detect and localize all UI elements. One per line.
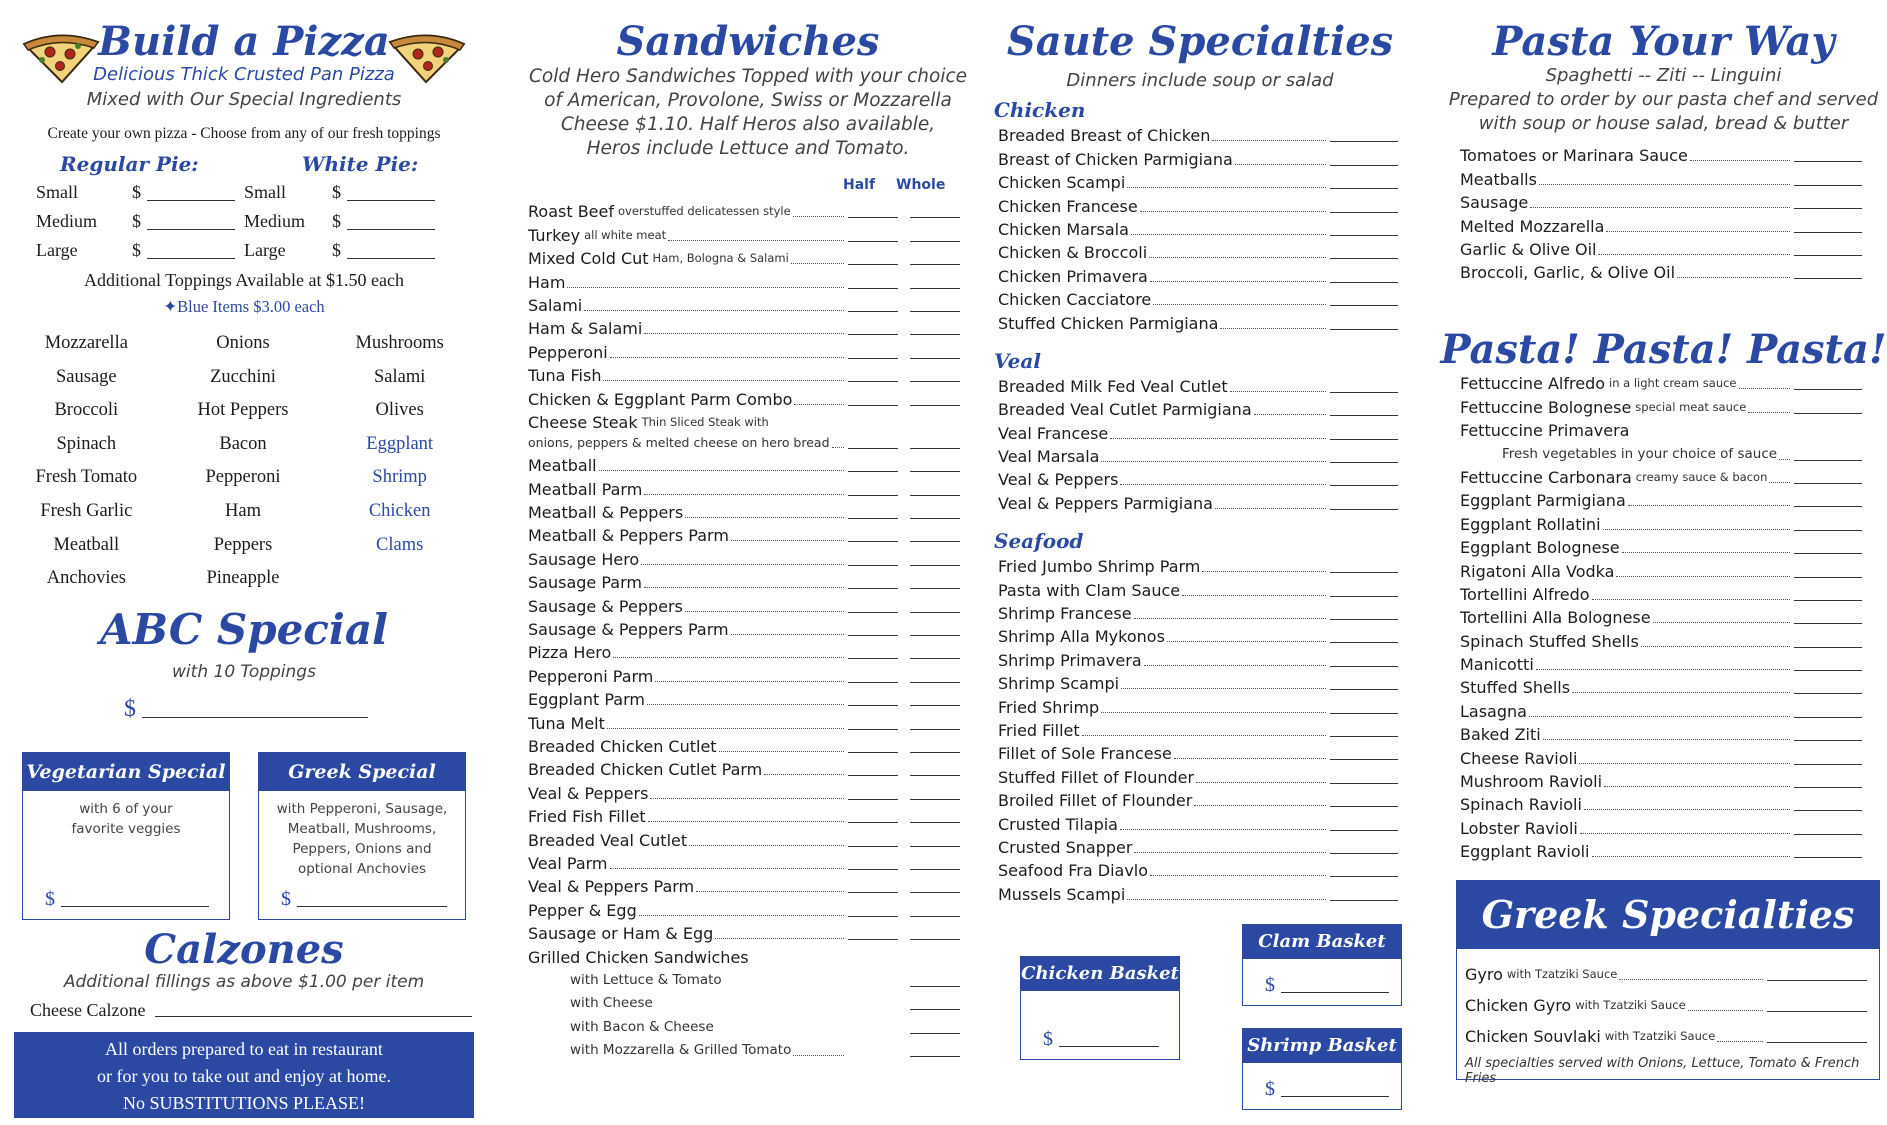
- menu-row: Meatball Parm: [528, 475, 960, 498]
- topping: Clams: [376, 534, 424, 555]
- whole-header: Whole: [896, 177, 946, 193]
- vegetarian-special-title: Vegetarian Special: [23, 753, 229, 791]
- greek-specialties-header: [1457, 881, 1879, 949]
- menu-row: Spinach Stuffed Shells: [1460, 627, 1862, 650]
- topping: Hot Peppers: [197, 400, 289, 421]
- menu-row: with Bacon & Cheese: [528, 1013, 960, 1036]
- menu-row: Chicken & Broccoli: [998, 239, 1398, 262]
- vegetarian-special-desc: with 6 of your favorite veggies: [71, 801, 181, 837]
- greek-special-desc: with Pepperoni, Sausage, Meatball, Mushrooms, Peppers, Onions and optional Anchovies: [276, 801, 448, 877]
- menu-row: Sausage or Ham & Egg: [528, 920, 960, 943]
- topping: Eggplant: [366, 433, 434, 454]
- sandwiches-sub: Cold Hero Sandwiches Topped with your choice of American, Provolone, Swiss or Mozzarella Cheese $1.10. Half Heros also available, Heros include Lettuce and Tomato.: [528, 66, 968, 159]
- menu-row: Pepperoni: [528, 338, 960, 361]
- menu-row: Fettuccine Alfredo in a light cream sauce: [1460, 370, 1862, 393]
- menu-row: Chicken & Eggplant Parm Combo: [528, 385, 960, 408]
- menu-row: Tomatoes or Marinara Sauce: [1460, 142, 1862, 165]
- pasta-column: [1440, 0, 1887, 1125]
- menu-row: Veal & Peppers: [998, 466, 1398, 489]
- topping: Salami: [373, 366, 426, 387]
- pasta-your-way-title: Pasta Your Way: [1492, 18, 1835, 65]
- menu-row: Eggplant Rollatini: [1460, 510, 1862, 533]
- sandwiches-title: Sandwiches: [616, 18, 880, 65]
- menu-row: Grilled Chicken Sandwiches: [528, 947, 749, 967]
- saute-sub: Dinners include soup or salad: [1066, 70, 1334, 91]
- menu-row: Eggplant Parmigiana: [1460, 487, 1862, 510]
- greek-specialties-box: [1456, 880, 1880, 1086]
- create-text: Create your own pizza - Choose from any of our fresh toppings: [47, 125, 441, 142]
- menu-row: Broccoli, Garlic, & Olive Oil: [1460, 259, 1862, 282]
- menu-row: Breast of Chicken Parmigiana: [998, 145, 1398, 168]
- menu-row: Breaded Breast of Chicken: [998, 122, 1398, 145]
- topping: Ham: [225, 500, 261, 521]
- menu-row: Shrimp Alla Mykonos: [998, 623, 1398, 646]
- topping: Pineapple: [206, 568, 280, 589]
- topping: Bacon: [219, 433, 267, 454]
- menu-row: Chicken Souvlaki with Tzatziki Sauce: [1465, 1015, 1867, 1046]
- regular-medium-price: Medium $: [36, 211, 235, 232]
- menu-row: Roast Beef overstuffed delicatessen style: [528, 198, 960, 221]
- menu-row: Mixed Cold Cut Ham, Bologna & Salami: [528, 245, 960, 268]
- topping: Onions: [216, 333, 270, 353]
- menu-row: Fettuccine Bolognese special meat sauce: [1460, 393, 1862, 416]
- greek-specialties-footer: All specialties served with Onions, Lettuce, Tomato & French Fries: [1465, 1056, 1860, 1086]
- veal-category: Veal: [994, 348, 1041, 373]
- topping: Mozzarella: [44, 333, 128, 353]
- menu-row: Lasagna: [1460, 697, 1862, 720]
- pasta-list: [1460, 370, 1862, 861]
- menu-row: Pasta with Clam Sauce: [998, 576, 1398, 599]
- menu-row: Tuna Melt: [528, 709, 960, 732]
- toppings-grid: [8, 327, 478, 596]
- menu-row: Breaded Chicken Cutlet Parm: [528, 756, 960, 779]
- menu-row: Shrimp Scampi: [998, 670, 1398, 693]
- menu-row: Breaded Veal Cutlet Parmigiana: [998, 396, 1398, 419]
- abc-special-title: ABC Special: [99, 605, 389, 654]
- menu-row: Chicken Francese: [998, 192, 1398, 215]
- menu-row: Breaded Milk Fed Veal Cutlet: [998, 373, 1398, 396]
- menu-row: Pepperoni Parm: [528, 662, 960, 685]
- menu-row: Stuffed Chicken Parmigiana: [998, 309, 1398, 332]
- menu-row: Eggplant Parm: [528, 686, 960, 709]
- build-pizza-title: Build a Pizza: [98, 18, 390, 65]
- menu-row: Mussels Scampi: [998, 880, 1398, 903]
- build-pizza-column: [0, 0, 488, 1125]
- menu-row: Meatball & Peppers Parm: [528, 522, 960, 545]
- menu-row: Shrimp Francese: [998, 600, 1398, 623]
- topping: Sausage: [56, 366, 117, 387]
- menu-row: Salami: [528, 292, 960, 315]
- white-medium-price: Medium $: [244, 211, 435, 232]
- calzones-sub: Additional fillings as above $1.00 per item: [63, 972, 425, 992]
- menu-row: Chicken Cacciatore: [998, 286, 1398, 309]
- menu-row: Meatball & Peppers: [528, 499, 960, 522]
- topping: Anchovies: [46, 568, 126, 589]
- menu-row: Meatballs: [1460, 165, 1862, 188]
- menu-row: Breaded Veal Cutlet: [528, 826, 960, 849]
- menu-row: Melted Mozzarella: [1460, 212, 1862, 235]
- menu-row: Fillet of Sole Francese: [998, 740, 1398, 763]
- topping: Spinach: [56, 433, 117, 454]
- menu-row: Crusted Tilapia: [998, 810, 1398, 833]
- saute-list: [994, 92, 1398, 904]
- menu-row: Cheese Ravioli: [1460, 744, 1862, 767]
- shrimp-basket-title: Shrimp Basket: [1243, 1029, 1401, 1063]
- shrimp-basket-price: $: [1265, 1078, 1389, 1101]
- menu-row: Chicken Gyro with Tzatziki Sauce: [1465, 984, 1867, 1015]
- sandwich-list: [528, 198, 960, 1060]
- greek-special-price: $: [281, 888, 447, 911]
- pasta-your-way-sub: Spaghetti -- Ziti -- Linguini Prepared to order by our pasta chef and served with soup or house salad, bread & butter: [1448, 65, 1879, 134]
- pasta-pasta-title: Pasta! Pasta! Pasta!: [1440, 326, 1887, 373]
- menu-row: onions, peppers & melted cheese on hero bread: [528, 432, 960, 452]
- cheese-calzone-row: Cheese Calzone: [30, 1000, 472, 1021]
- menu-row: Tuna Fish: [528, 362, 960, 385]
- chicken-basket-price: $: [1043, 1028, 1159, 1051]
- regular-large-price: Large $: [36, 240, 235, 261]
- menu-row: Rigatoni Alla Vodka: [1460, 557, 1862, 580]
- clam-basket-price: $: [1265, 974, 1389, 997]
- build-pizza-sub1: Delicious Thick Crusted Pan Pizza: [93, 64, 395, 85]
- topping: Shrimp: [372, 467, 427, 488]
- menu-row: Fried Fish Fillet: [528, 803, 960, 826]
- blue-items-text: ✦Blue Items $3.00 each: [163, 297, 325, 316]
- menu-row: Lobster Ravioli: [1460, 814, 1862, 837]
- sandwiches-column: [508, 0, 988, 1125]
- menu-row: Turkey all white meat: [528, 221, 960, 244]
- menu-row: Pizza Hero: [528, 639, 960, 662]
- menu-row: Chicken Primavera: [998, 262, 1398, 285]
- abc-special-sub: with 10 Toppings: [172, 662, 316, 682]
- menu-row: Manicotti: [1460, 651, 1862, 674]
- menu-row: Veal Parm: [528, 850, 960, 873]
- menu-row: Veal Marsala: [998, 443, 1398, 466]
- white-small-price: Small $: [244, 182, 435, 203]
- white-pie-label: White Pie:: [302, 152, 419, 176]
- menu-row: Meatball: [528, 452, 960, 475]
- menu-row: Shrimp Primavera: [998, 646, 1398, 669]
- topping: Zucchini: [210, 366, 276, 387]
- menu-row: Chicken Marsala: [998, 216, 1398, 239]
- menu-row: Sausage Parm: [528, 569, 960, 592]
- menu-row: Ham: [528, 268, 960, 291]
- menu-row: Mushroom Ravioli: [1460, 768, 1862, 791]
- menu-row: Fried Shrimp: [998, 693, 1398, 716]
- menu-row: Eggplant Bolognese: [1460, 534, 1862, 557]
- menu-row: Tortellini Alla Bolognese: [1460, 604, 1862, 627]
- pasta-your-way-list: [1460, 142, 1862, 282]
- abc-special-price: $: [124, 696, 368, 723]
- menu-row: with Lettuce & Tomato: [528, 967, 960, 990]
- menu-row: Gyro with Tzatziki Sauce: [1465, 953, 1867, 984]
- topping: Peppers: [213, 534, 273, 555]
- greek-specialties-title: Greek Specialties: [1481, 892, 1855, 937]
- regular-pie-label: Regular Pie:: [60, 152, 199, 176]
- menu-row: Broiled Fillet of Flounder: [998, 787, 1398, 810]
- menu-row: with Cheese: [528, 990, 960, 1013]
- chicken-basket-box: [1020, 956, 1180, 1060]
- additional-toppings-text: Additional Toppings Available at $1.50 each: [83, 270, 404, 290]
- regular-small-price: Small $: [36, 182, 235, 203]
- white-large-price: Large $: [244, 240, 435, 261]
- topping: Fresh Tomato: [35, 467, 138, 488]
- menu-row: Sausage & Peppers Parm: [528, 616, 960, 639]
- saute-title: Saute Specialties: [1006, 18, 1394, 65]
- menu-row: Veal & Peppers Parm: [528, 873, 960, 896]
- menu-row: Veal & Peppers: [528, 779, 960, 802]
- menu-row: Sausage: [1460, 189, 1862, 212]
- menu-row: Fresh vegetables in your choice of sauce: [1460, 440, 1862, 463]
- menu-row: Sausage & Peppers: [528, 592, 960, 615]
- menu-row: Fried Jumbo Shrimp Parm: [998, 553, 1398, 576]
- topping: Chicken: [368, 500, 431, 521]
- seafood-category: Seafood: [994, 528, 1084, 553]
- menu-row: Stuffed Shells: [1460, 674, 1862, 697]
- menu-row: Breaded Chicken Cutlet: [528, 733, 960, 756]
- menu-row: Crusted Snapper: [998, 834, 1398, 857]
- menu-row: Stuffed Fillet of Flounder: [998, 763, 1398, 786]
- menu-row: Eggplant Ravioli: [1460, 838, 1862, 861]
- chicken-basket-title: Chicken Basket: [1021, 957, 1179, 991]
- menu-row: Pepper & Egg: [528, 896, 960, 919]
- menu-row: Cheese Steak Thin Sliced Steak with: [528, 412, 769, 432]
- topping: Broccoli: [54, 400, 119, 421]
- topping: Olives: [375, 400, 424, 421]
- clam-basket-title: Clam Basket: [1243, 925, 1401, 959]
- topping: Meatball: [53, 534, 120, 555]
- saute-column: [980, 0, 1420, 1125]
- calzones-title: Calzones: [144, 926, 344, 973]
- topping: Mushrooms: [355, 333, 444, 353]
- chicken-category: Chicken: [994, 98, 1086, 122]
- clam-basket-box: [1242, 924, 1402, 1006]
- vegetarian-special-box: [22, 752, 230, 920]
- menu-row: Chicken Scampi: [998, 169, 1398, 192]
- half-header: Half: [843, 177, 876, 193]
- menu-row: Ham & Salami: [528, 315, 960, 338]
- build-pizza-sub2: Mixed with Our Special Ingredients: [86, 89, 402, 110]
- menu-row: Veal & Peppers Parmigiana: [998, 489, 1398, 512]
- shrimp-basket-box: [1242, 1028, 1402, 1110]
- menu-row: Veal Francese: [998, 419, 1398, 442]
- topping: [321, 562, 478, 596]
- menu-row: Garlic & Olive Oil: [1460, 236, 1862, 259]
- menu-row: Spinach Ravioli: [1460, 791, 1862, 814]
- menu-row: with Mozzarella & Grilled Tomato: [528, 1037, 960, 1060]
- menu-row: Baked Ziti: [1460, 721, 1862, 744]
- menu-row: Fried Fillet: [998, 717, 1398, 740]
- menu-row: Fettuccine Carbonara creamy sauce & bacon: [1460, 464, 1862, 487]
- menu-row: Fettuccine Primavera: [1460, 421, 1630, 441]
- order-notice: All orders prepared to eat in restaurant or for you to take out and enjoy at home. No SUBSTITUTIONS PLEASE!: [14, 1032, 474, 1118]
- menu-row: Seafood Fra Diavlo: [998, 857, 1398, 880]
- topping: Pepperoni: [205, 467, 281, 488]
- menu-row: Sausage Hero: [528, 545, 960, 568]
- greek-special-title: Greek Special: [259, 753, 465, 791]
- topping: Fresh Garlic: [40, 500, 133, 521]
- greek-special-box: [258, 752, 466, 920]
- vegetarian-special-price: $: [45, 888, 209, 911]
- menu-row: Tortellini Alfredo: [1460, 581, 1862, 604]
